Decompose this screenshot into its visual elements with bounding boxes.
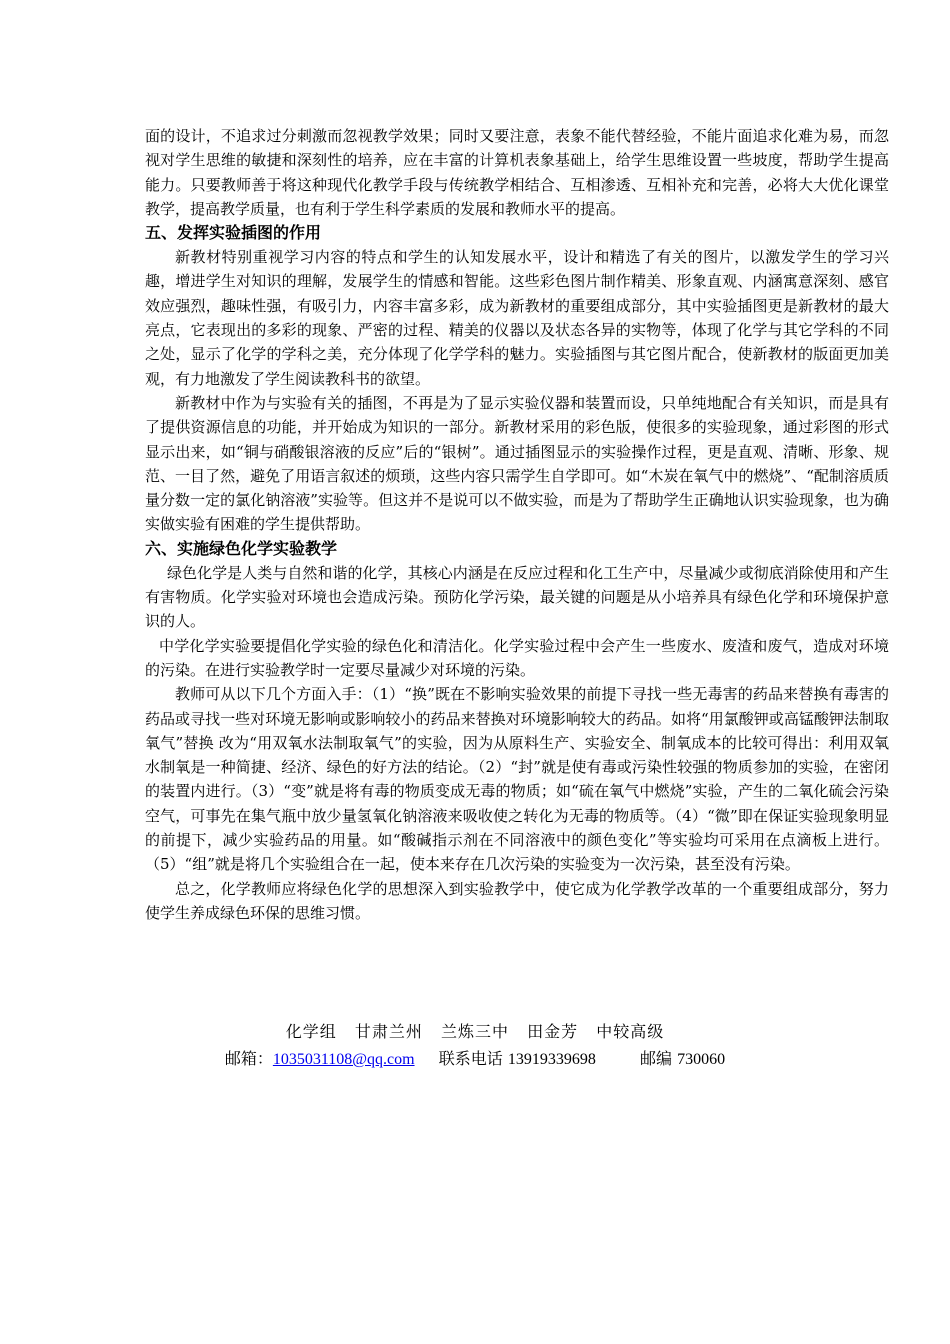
author-signature <box>0 1019 950 1042</box>
postcode-value: 730060 <box>677 1051 726 1068</box>
section6-paragraph-2: 中学化学实验要提倡化学实验的绿色化和清洁化。化学实验过程中会产生一些废水、废渣和废气，造成对环境的污染。在进行实验教学时一定要尽量减少对环境的污染。 <box>145 636 889 679</box>
section6-paragraph-3: 教师可从以下几个方面入手：（1）“换”既在不影响实验效果的前提下寻找一些无毒害的药品来替换有毒害的药品或寻找一些对环境无影响或影响较小的药品来替换对环境影响较大的药品。如将“用氯酸钾或高锰酸钾法制取氧气”替换 改为“用双氧水法制取氧气”的实验，因为从原料生产、实验安全、制氧成本的比较可得出：利用双氧水制氧是一种简捷、经济、绿色的好方法的结论。（2）“封”就是使有毒或污染性较强的物质参加的实验，在密闭的装置内进行。（3）“变”就是将有毒的物质变成无毒的物质；如“硫在氧气中燃烧”实验，产生的二氧化硫会污染空气，可事先在集气瓶中放少量氢氧化钠溶液来吸收使之转化为无毒的物质等。（4）“微”即在保证实验现象明显的前提下，减少实验药品的用量。如“酸碱指示剂在不同溶液中的颜色变化”等实验均可采用在点滴板上进行。（5）“组”就是将几个实验组合在一起，使本来存在几次污染的实验变为一次污染，甚至没有污染。 <box>145 685 889 874</box>
section6-paragraph-4: 总之，化学教师应将绿色化学的思想深入到实验教学中，使它成为化学教学改革的一个重要组成部分，努力使学生养成绿色环保的思维习惯。 <box>145 879 889 922</box>
paragraph-intro: 面的设计，不追求过分刺激而忽视教学效果；同时又要注意，表象不能代替经验，不能片面追求化难为易，而忽视对学生思维的敏捷和深刻性的培养，应在丰富的计算机表象基础上，给学生思维设置一些坡度，帮助学生提高能力。只要教师善于将这种现代化教学手段与传统教学相结合、互相渗透、互相补充和完善，必将大大优化课堂教学，提高教学质量，也有利于学生科学素质的发展和教师水平的提高。 <box>145 127 889 218</box>
email-link[interactable]: 1035031108@qq.com <box>272 1051 415 1068</box>
author-group: 化学组 <box>285 1022 337 1041</box>
contact-info <box>0 1046 950 1069</box>
section5-paragraph-1: 新教材特别重视学习内容的特点和学生的认知发展水平，设计和精选了有关的图片，以激发学生的学习兴趣，增进学生对知识的理解，发展学生的情感和智能。这些彩色图片制作精美、形象直观、内涵寓意深刻、感官效应强烈，趣味性强，有吸引力，内容丰富多彩，成为新教材的重要组成部分，其中实验插图更是新教材的最大亮点，它表现出的多彩的现象、严密的过程、精美的仪器以及状态各异的实物等，体现了化学与其它学科的不同之处，显示了化学的学科之美，充分体现了化学学科的魅力。实验插图与其它图片配合，使新教材的版面更加美观，有力地激发了学生阅读教科书的欲望。 <box>145 248 889 388</box>
section-heading-6: 六、实施绿色化学实验教学 <box>145 538 338 558</box>
section6-paragraph-1: 绿色化学是人类与自然和谐的化学，其核心内涵是在反应过程和化工生产中，尽量减少或彻底消除使用和产生有害物质。化学实验对环境也会造成污染。预防化学污染，最关键的问题是从小培养具有绿色化学和环境保护意识的人。 <box>145 563 889 631</box>
author-location: 甘肃兰州 <box>354 1022 423 1041</box>
author-name: 田金芳 <box>527 1022 579 1041</box>
document-body <box>145 124 889 925</box>
email-label: 邮箱： <box>224 1049 273 1068</box>
author-school: 兰炼三中 <box>440 1022 509 1041</box>
section5-paragraph-2: 新教材中作为与实验有关的插图，不再是为了显示实验仪器和装置而设，只单纯地配合有关知识，而是具有了提供资源信息的功能，并开始成为知识的一部分。新教材采用的彩色版，使很多的实验现象，通过彩图的形式显示出来，如“铜与硝酸银溶液的反应”后的“银树”。通过插图显示的实验操作过程，更是直观、清晰、形象、规范、一目了然，避免了用语言叙述的烦琐，这些内容只需学生自学即可。如“木炭在氧气中的燃烧”、“配制溶质质量分数一定的氯化钠溶液”实验等。但这并不是说可以不做实验，而是为了帮助学生正确地认识实验现象，也为确实做实验有困难的学生提供帮助。 <box>145 393 889 534</box>
section-heading-5: 五、发挥实验插图的作用 <box>145 223 322 243</box>
phone-number: 13919339698 <box>507 1051 596 1068</box>
author-title: 中较高级 <box>596 1022 665 1041</box>
phone-label: 联系电话 <box>438 1049 503 1068</box>
postcode-label: 邮编 <box>640 1049 673 1068</box>
